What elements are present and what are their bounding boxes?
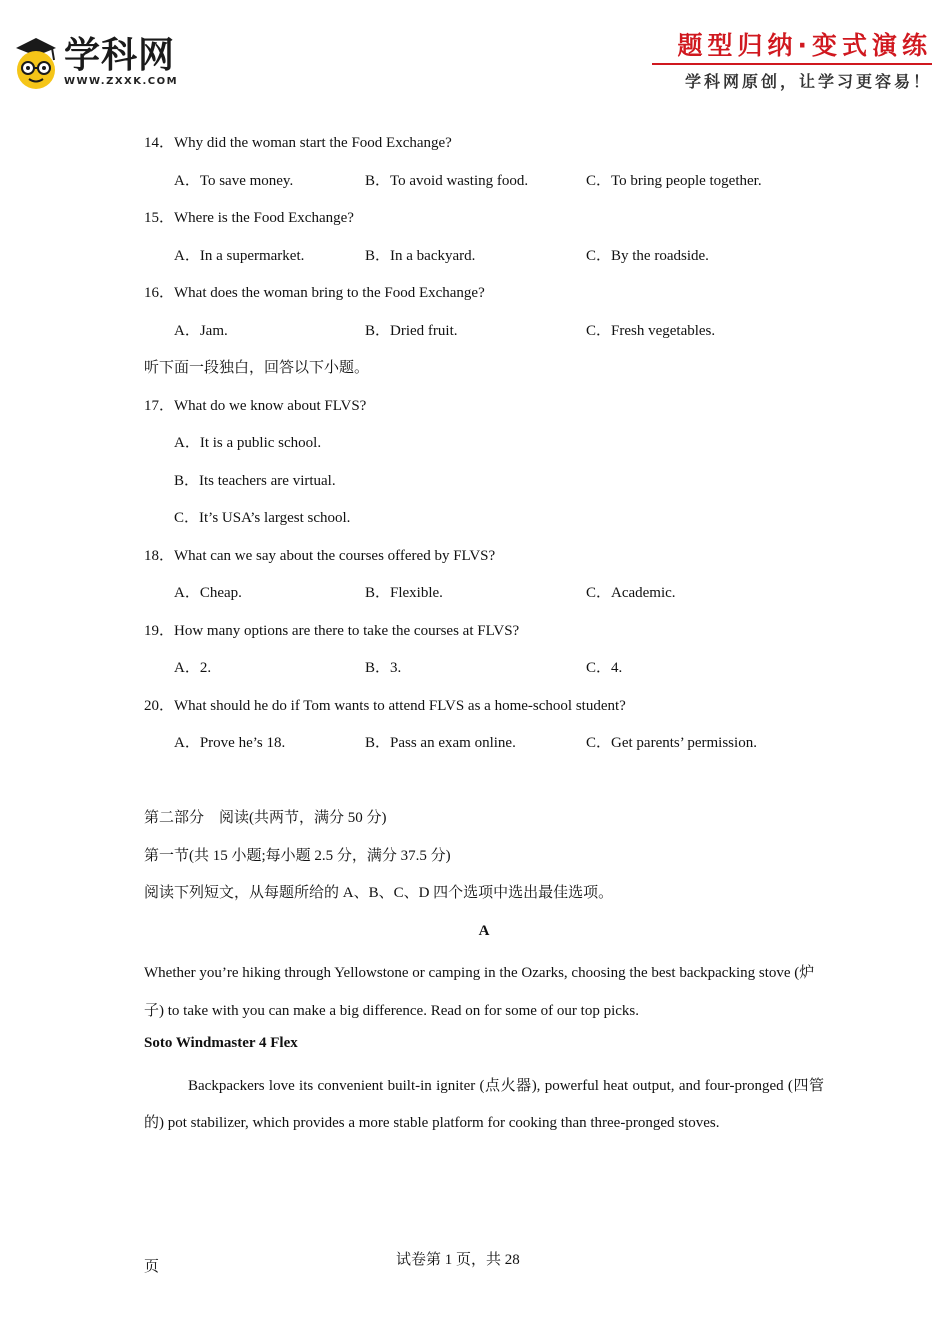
option-a: A．To save money. [174,172,294,189]
option-b: B．To avoid wasting food. [365,172,529,189]
option-a: A．Jam. [174,322,228,339]
section1-title: 第一节(共 15 小题;每小题 2.5 分，满分 37.5 分) [144,847,451,864]
question-stem: 19．How many options are there to take the courses at FLVS? [144,622,520,639]
question-options [144,318,824,356]
passage-label: A [478,922,490,939]
question-options [144,243,824,281]
exam-content [144,130,824,1143]
zxxk-logo[interactable] [12,34,178,90]
part2-title: 第二部分 阅读(共两节，满分 50 分) [144,810,387,826]
option-b: B．Its teachers are virtual. [174,472,336,489]
page-header [0,0,950,110]
slogan-main: 题型归纳·变式演练 [677,31,932,60]
question-stem: 17．What do we know about FLVS? [144,397,367,414]
logo-name: 学科网 [64,34,176,76]
option-a: A．Cheap. [174,585,242,601]
item-title: Soto Windmaster 4 Flex [144,1035,298,1051]
question-stem: 14．Why did the woman start the Food Exchange? [144,135,452,151]
option-a: A．In a supermarket. [174,247,305,264]
page-info: 试卷第 1 页，共 28 [396,1252,520,1268]
option-b: B．Flexible. [365,585,443,601]
option-a: A．Prove he’s 18. [174,735,286,751]
option-a: A．2. [174,660,212,676]
option-c: C．It’s USA’s largest school. [174,510,351,526]
question-stem: 15．Where is the Food Exchange? [144,210,354,226]
question-options [144,655,824,693]
header-slogan [652,32,932,92]
logo-url: WWW.ZXXK.COM [64,75,179,87]
option-b: B．3. [365,660,402,676]
option-c: C．Academic. [586,585,676,601]
passage-intro: Whether you’re hiking through Yellowstone or camping in the Ozarks, choosing the best backpacking stove (炉子) to take with you can make a big difference. Read on for some of our top picks. [144,965,815,1019]
option-c: C．4. [586,660,623,676]
page-info-tail: 页 [144,1259,160,1275]
question-stem: 16．What does the woman bring to the Food Exchange? [144,285,485,301]
question-options [144,580,824,618]
option-c: C．By the roadside. [586,247,709,264]
question-options [144,168,824,206]
question-stem: 20．What should he do if Tom wants to attend FLVS as a home-school student? [144,697,626,714]
option-a: A．It is a public school. [174,435,322,451]
mascot-icon [12,34,60,90]
spacer [144,768,824,806]
question-options [144,730,824,768]
option-c: C．To bring people together. [586,172,762,189]
reading-instruction: 阅读下列短文，从每题所给的 A、B、C、D 四个选项中选出最佳选项。 [144,885,614,901]
question-stem: 18．What can we say about the courses offered by FLVS? [144,547,496,564]
option-b: B．In a backyard. [365,247,476,264]
item-body: Backpackers love its convenient built-in igniter (点火器), powerful heat output, and four-pronged (四管的) pot stabilizer, which provides a more stable platform for cooking than three-pronged stoves. [144,1077,824,1131]
option-b: B．Pass an exam online. [365,735,516,751]
option-c: C．Fresh vegetables. [586,322,716,339]
monologue-instruction: 听下面一段独白，回答以下小题。 [144,360,370,376]
option-c: C．Get parents’ permission. [586,735,757,751]
slogan-sub: 学科网原创，让学习更容易！ [684,72,932,91]
option-b: B．Dried fruit. [365,322,458,339]
slogan-divider [652,63,932,65]
